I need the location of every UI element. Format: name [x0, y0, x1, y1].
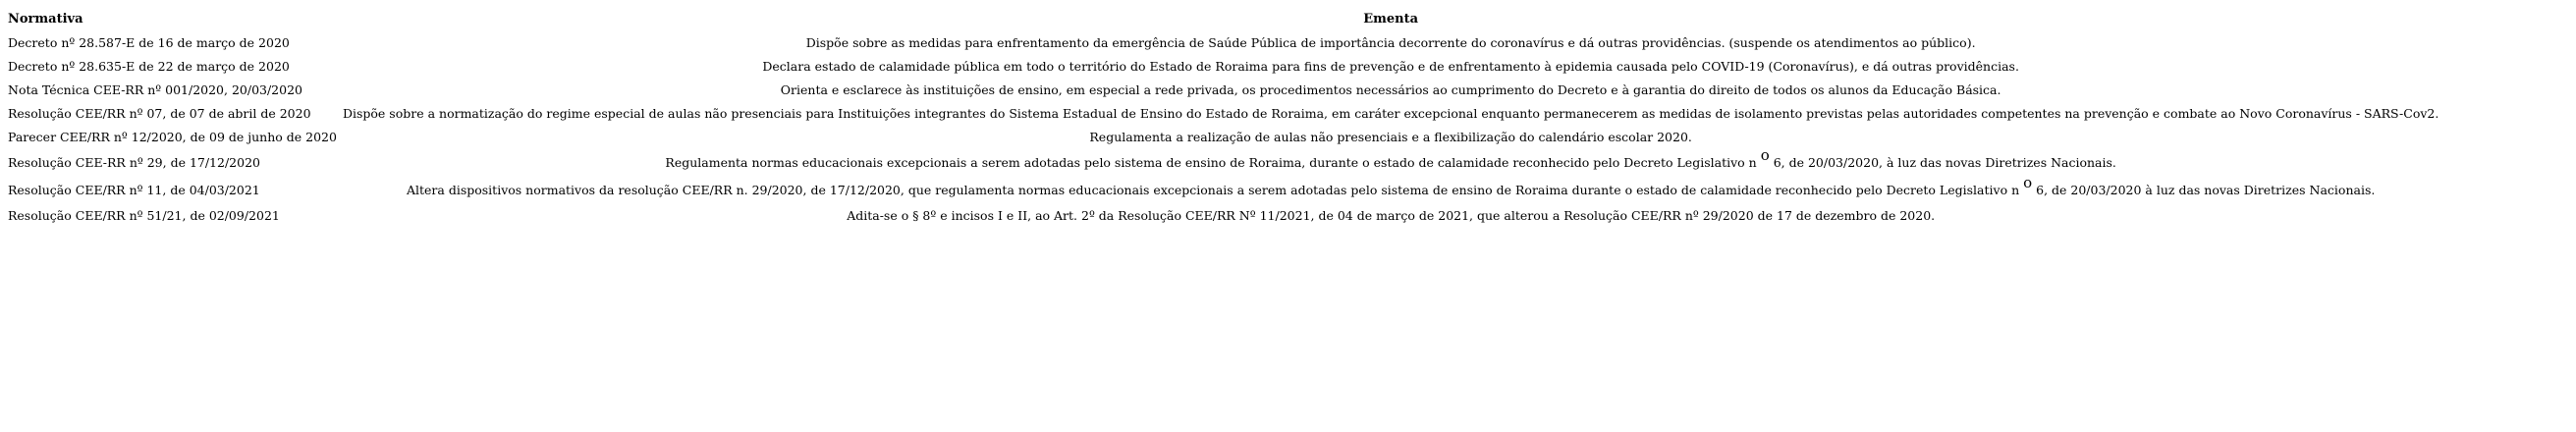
normativa-cell: Resolução CEE-RR nº 29, de 17/12/2020: [8, 155, 260, 170]
header-row: [6, 8, 2442, 31]
ementa-text: 6, de 20/03/2020, à luz das novas Diretrizes Nacionais.: [1773, 155, 2116, 170]
normativa-cell: Decreto nº 28.587-E de 16 de março de 2020: [8, 35, 290, 50]
table-row: [6, 79, 2442, 102]
ementa-text: Altera dispositivos normativos da resolução CEE/RR n. 29/2020, de 17/12/2020, que regulamenta normas educacionais excepcionais a serem adotadas pelo sistema de ensino de Roraima durante o estado de calamidade reconhecido pelo Decreto Legislativo n: [406, 183, 2020, 197]
table-row: [6, 55, 2442, 79]
table-row: [6, 204, 2442, 228]
ementa-cell: Regulamenta a realização de aulas não presenciais e a flexibilização do calendário escolar 2020.: [1089, 130, 1692, 144]
normativa-cell: Decreto nº 28.635-E de 22 de março de 2020: [8, 59, 290, 74]
header-normativa: Normativa: [8, 12, 83, 27]
table-row: [6, 177, 2442, 204]
ementa-cell: Declara estado de calamidade pública em todo o território do Estado de Roraima para fins de prevenção e de enfrentamento à epidemia causada pelo COVID-19 (Coronavírus), e dá outras providências.: [762, 59, 2019, 74]
normativa-cell: Nota Técnica CEE-RR nº 001/2020, 20/03/2020: [8, 82, 302, 97]
ementa-cell: [341, 173, 2442, 204]
normativa-cell: Resolução CEE/RR nº 07, de 07 de abril de 2020: [8, 106, 311, 121]
normativa-cell: Resolução CEE/RR nº 11, de 04/03/2021: [8, 183, 260, 197]
normativa-cell: Resolução CEE/RR nº 51/21, de 02/09/2021: [8, 208, 280, 223]
table-row: [6, 149, 2442, 177]
ordinal-superscript: o: [1760, 145, 1770, 164]
ementa-cell: Dispõe sobre a normatização do regime especial de aulas não presenciais para Instituições integrantes do Sistema Estadual de Ensino do Estado de Roraima, em caráter excepcional enquanto permanecerem as medidas de isolamento previstas pelas autoridades competentes na prevenção e combate ao Novo Coronavírus - SARS-Cov2.: [342, 106, 2439, 121]
header-ementa: Ementa: [1363, 12, 1419, 27]
ementa-cell: Orienta e esclarece às instituições de ensino, em especial a rede privada, os procedimentos necessários ao cumprimento do Decreto e à garantia do direito de todos os alunos da Educação Básica.: [780, 82, 2001, 97]
normativa-cell: Parecer CEE/RR nº 12/2020, de 09 de junho de 2020: [8, 130, 337, 144]
ementa-cell: [341, 145, 2442, 177]
normativas-table: [6, 8, 2442, 228]
table-row: [6, 126, 2442, 149]
ementa-cell: Dispõe sobre as medidas para enfrentamento da emergência de Saúde Pública de importância decorrente do coronavírus e dá outras providências. (suspende os atendimentos ao público).: [805, 35, 1976, 50]
ordinal-superscript: o: [2023, 173, 2033, 191]
ementa-text: 6, de 20/03/2020 à luz das novas Diretrizes Nacionais.: [2036, 183, 2376, 197]
ementa-cell: Adita-se o § 8º e incisos I e II, ao Art. 2º da Resolução CEE/RR Nº 11/2021, de 04 de março de 2021, que alterou a Resolução CEE/RR nº 29/2020 de 17 de dezembro de 2020.: [847, 208, 1936, 223]
table-row: [6, 102, 2442, 126]
table-row: [6, 31, 2442, 55]
ementa-text: Regulamenta normas educacionais excepcionais a serem adotadas pelo sistema de ensino de Roraima, durante o estado de calamidade reconhecido pelo Decreto Legislativo n: [665, 155, 1757, 170]
